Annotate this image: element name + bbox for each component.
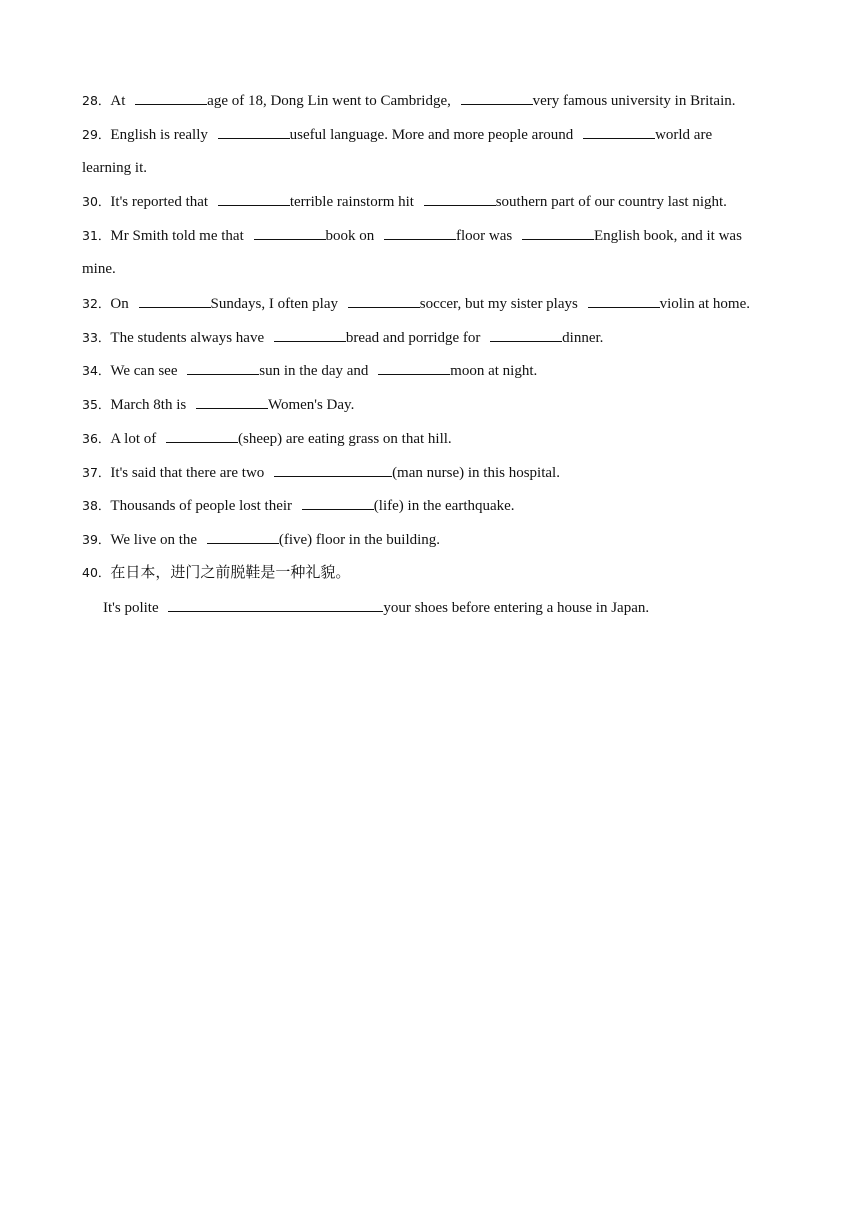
question-29: [82, 124, 712, 145]
question-text: southern part of our country last night.: [495, 194, 727, 210]
question-text: violin at home.: [659, 296, 751, 312]
question-number: 38．: [82, 498, 111, 513]
answer-blank[interactable]: [139, 293, 211, 308]
answer-blank[interactable]: [207, 529, 279, 544]
question-text: (life) in the earthquake.: [373, 498, 515, 514]
question-text: moon at night.: [450, 363, 538, 379]
question-39: [82, 529, 440, 550]
question-30: [82, 191, 727, 212]
question-text: We live on the: [110, 532, 201, 548]
question-31-continuation: mine.: [82, 261, 116, 277]
question-text: Thousands of people lost their: [110, 498, 296, 514]
answer-blank[interactable]: [461, 90, 533, 105]
question-number: 29．: [82, 127, 111, 142]
question-text: Sundays, I often play: [210, 296, 342, 312]
question-number: 30．: [82, 194, 111, 209]
answer-blank[interactable]: [522, 225, 594, 240]
question-38: [82, 495, 515, 516]
question-text: soccer, but my sister plays: [419, 296, 582, 312]
answer-blank[interactable]: [274, 327, 346, 342]
question-40: [82, 563, 350, 583]
question-number: 31．: [82, 228, 111, 243]
answer-blank[interactable]: [274, 462, 392, 477]
answer-blank[interactable]: [588, 293, 660, 308]
question-text: We can see: [110, 363, 182, 379]
answer-blank[interactable]: [424, 191, 496, 206]
question-number: 40．: [82, 565, 111, 580]
question-text: Women's Day.: [267, 397, 355, 413]
question-number: 28．: [82, 93, 111, 108]
question-28: [82, 90, 736, 111]
question-text: dinner.: [562, 330, 604, 346]
question-text: (five) floor in the building.: [278, 532, 441, 548]
answer-blank[interactable]: [348, 293, 420, 308]
question-number: 36．: [82, 431, 111, 446]
question-text: It's reported that: [110, 194, 212, 210]
question-text: book on: [325, 228, 378, 244]
answer-blank[interactable]: [254, 225, 326, 240]
question-text: terrible rainstorm hit: [289, 194, 418, 210]
answer-blank[interactable]: [168, 597, 383, 612]
question-32: [82, 293, 750, 314]
answer-blank[interactable]: [218, 191, 290, 206]
question-text: world are: [655, 127, 713, 143]
question-number: 34．: [82, 363, 111, 378]
question-text: age of 18, Dong Lin went to Cambridge,: [207, 93, 455, 109]
question-text: It's said that there are two: [110, 465, 269, 481]
question-34: [82, 360, 537, 381]
question-text: March 8th is: [110, 397, 190, 413]
question-text: sun in the day and: [259, 363, 373, 379]
question-text: your shoes before entering a house in Japan.: [383, 600, 650, 616]
question-text: It's polite: [103, 600, 163, 616]
question-text: Mr Smith told me that: [110, 228, 248, 244]
question-33: [82, 327, 603, 348]
question-text: On: [110, 296, 133, 312]
question-text: floor was: [456, 228, 516, 244]
question-number: 33．: [82, 330, 111, 345]
answer-blank[interactable]: [135, 90, 207, 105]
answer-blank[interactable]: [302, 495, 374, 510]
answer-blank[interactable]: [583, 124, 655, 139]
question-text: English is really: [110, 127, 212, 143]
answer-blank[interactable]: [196, 394, 268, 409]
question-text: The students always have: [110, 330, 268, 346]
answer-blank[interactable]: [187, 360, 259, 375]
answer-blank[interactable]: [166, 428, 238, 443]
question-40-translation: [103, 597, 649, 618]
question-text: (sheep) are eating grass on that hill.: [238, 431, 452, 447]
answer-blank[interactable]: [378, 360, 450, 375]
question-text: very famous university in Britain.: [532, 93, 736, 109]
question-text: English book, and it was: [594, 228, 742, 244]
question-text: (man nurse) in this hospital.: [392, 465, 560, 481]
question-37: [82, 462, 560, 483]
question-number: 39．: [82, 532, 111, 547]
answer-blank[interactable]: [490, 327, 562, 342]
question-number: 37．: [82, 465, 111, 480]
question-text: At: [110, 93, 130, 109]
question-36: [82, 428, 452, 449]
question-text: useful language. More and more people around: [289, 127, 578, 143]
question-35: [82, 394, 354, 415]
question-31: [82, 225, 742, 246]
answer-blank[interactable]: [218, 124, 290, 139]
question-number: 35．: [82, 397, 111, 412]
question-29-continuation: learning it.: [82, 160, 147, 176]
question-number: 32．: [82, 296, 111, 311]
question-text: 在日本，进门之前脱鞋是一种礼貌。: [110, 565, 351, 581]
question-text: bread and porridge for: [345, 330, 485, 346]
answer-blank[interactable]: [384, 225, 456, 240]
question-text: A lot of: [110, 431, 160, 447]
